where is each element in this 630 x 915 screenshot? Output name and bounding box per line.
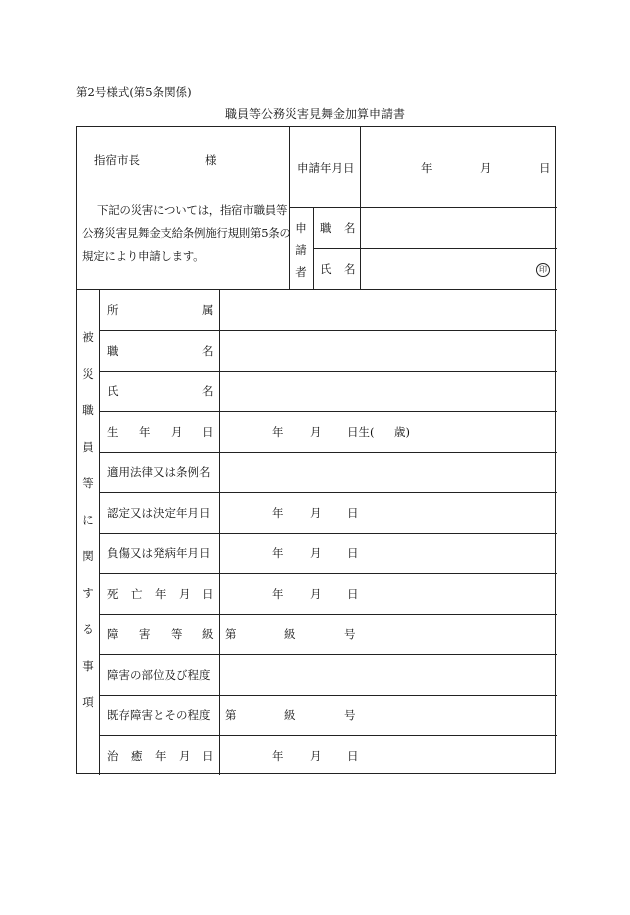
application-date-day: 日: [539, 161, 551, 175]
application-date-year: 年: [421, 161, 433, 175]
birthdate-age: 歳): [394, 425, 410, 439]
section-char: 項: [82, 695, 94, 709]
section-char: る: [82, 622, 94, 636]
row-label-existing-disability: 既存障害とその程度: [107, 708, 211, 722]
recovery-month: 月: [310, 749, 322, 763]
row-label-injury-date: 負傷又は発病年月日: [107, 546, 211, 560]
section-char: 関: [82, 549, 94, 563]
applicant-job-label-1: 職: [320, 221, 332, 235]
row-label-recovery-date: 日: [202, 749, 214, 763]
applicant-job-label-2: 名: [344, 221, 356, 235]
victim-label-divider: [99, 289, 100, 775]
existing-grade-level: 級: [284, 708, 296, 722]
birthdate-month: 月: [310, 425, 322, 439]
addressee: 指宿市長: [94, 153, 140, 167]
row-label-recovery-date: 治: [107, 749, 119, 763]
section-char: 災: [82, 366, 94, 381]
row-divider: [99, 371, 557, 372]
row-label-affiliation: 属: [202, 303, 214, 317]
row-divider: [99, 452, 557, 453]
applicant-name-label-1: 氏: [320, 262, 332, 276]
recovery-day: 日: [347, 749, 359, 763]
death-month: 月: [310, 587, 322, 601]
row-label-name: 氏: [107, 384, 119, 398]
row-divider: [99, 614, 557, 615]
section-char: 事: [82, 658, 94, 673]
application-date-month: 月: [480, 161, 492, 175]
victim-section-label: [81, 319, 95, 721]
row-label-law: 適用法律又は条例名: [107, 465, 211, 479]
row-label-disability-grade: 害: [139, 627, 151, 641]
injury-year: 年: [272, 546, 284, 560]
date-label-divider: [360, 127, 361, 289]
form-number: 第2号様式(第5条関係): [76, 85, 192, 99]
row-label-death-date: 亡: [131, 587, 143, 601]
applicant-label: [294, 217, 308, 283]
section-divider: [77, 289, 557, 290]
section-char: 被: [82, 330, 94, 344]
form-table: [76, 126, 556, 774]
row-label-job: 職: [107, 344, 119, 358]
seal-mark: 印: [536, 263, 550, 277]
row-label-death-date: 年: [155, 587, 167, 601]
row-label-disability-grade: 等: [171, 627, 183, 641]
row-divider: [99, 695, 557, 696]
item-label-divider: [219, 289, 220, 775]
form-title: 職員等公務災害見舞金加算申請書: [224, 107, 405, 121]
row-label-birthdate: 年: [139, 425, 151, 439]
row-label-disability-detail: 障害の部位及び程度: [107, 668, 211, 682]
existing-grade-number: 号: [344, 708, 356, 722]
row-label-death-date: 日: [202, 587, 214, 601]
disability-grade-level: 級: [284, 627, 296, 641]
application-date-label: 申請年月日: [297, 161, 355, 175]
row-label-disability-grade: 級: [202, 627, 214, 641]
recovery-year: 年: [272, 749, 284, 763]
row-label-birthdate: 日: [202, 425, 214, 439]
death-year: 年: [272, 587, 284, 601]
honorific: 様: [205, 153, 217, 167]
disability-grade-number: 号: [344, 627, 356, 641]
row-divider: [99, 654, 557, 655]
applicant-char: 請: [295, 243, 307, 257]
row-label-recovery-date: 月: [179, 749, 191, 763]
certification-day: 日: [347, 506, 359, 520]
injury-day: 日: [347, 546, 359, 560]
row-label-death-date: 死: [107, 587, 119, 601]
row-label-name: 名: [202, 384, 214, 398]
row-label-birthdate: 生: [107, 425, 119, 439]
section-char: 等: [82, 476, 94, 490]
row-divider: [99, 533, 557, 534]
disability-grade-prefix: 第: [225, 627, 237, 641]
application-statement: 下記の災害については，指宿市職員等公務災害見舞金支給条例施行規則第5条の規定により申請します。: [82, 203, 291, 263]
certification-year: 年: [272, 506, 284, 520]
row-label-birthdate: 月: [171, 425, 183, 439]
row-divider: [99, 492, 557, 493]
birthdate-day: 日生(: [347, 425, 375, 439]
date-row-bottom: [289, 207, 557, 208]
row-label-recovery-date: 癒: [131, 749, 143, 763]
row-divider: [99, 735, 557, 736]
section-char: 職: [82, 403, 94, 417]
row-label-certification-date: 認定又は決定年月日: [107, 506, 211, 520]
row-divider: [99, 330, 557, 331]
death-day: 日: [347, 587, 359, 601]
applicant-name-label-2: 名: [344, 262, 356, 276]
applicant-char: 申: [295, 221, 307, 235]
section-char: に: [82, 512, 94, 527]
applicant-char: 者: [295, 265, 307, 279]
row-label-job: 名: [202, 344, 214, 358]
row-divider: [99, 411, 557, 412]
applicant-row-divider: [313, 248, 557, 249]
section-char: す: [82, 585, 94, 600]
existing-grade-prefix: 第: [225, 708, 237, 722]
row-label-affiliation: 所: [107, 303, 119, 317]
certification-month: 月: [310, 506, 322, 520]
row-label-disability-grade: 障: [107, 627, 119, 641]
row-label-death-date: 月: [179, 587, 191, 601]
row-divider: [99, 573, 557, 574]
injury-month: 月: [310, 546, 322, 560]
row-label-recovery-date: 年: [155, 749, 167, 763]
birthdate-year: 年: [272, 425, 284, 439]
section-char: 員: [82, 439, 94, 454]
